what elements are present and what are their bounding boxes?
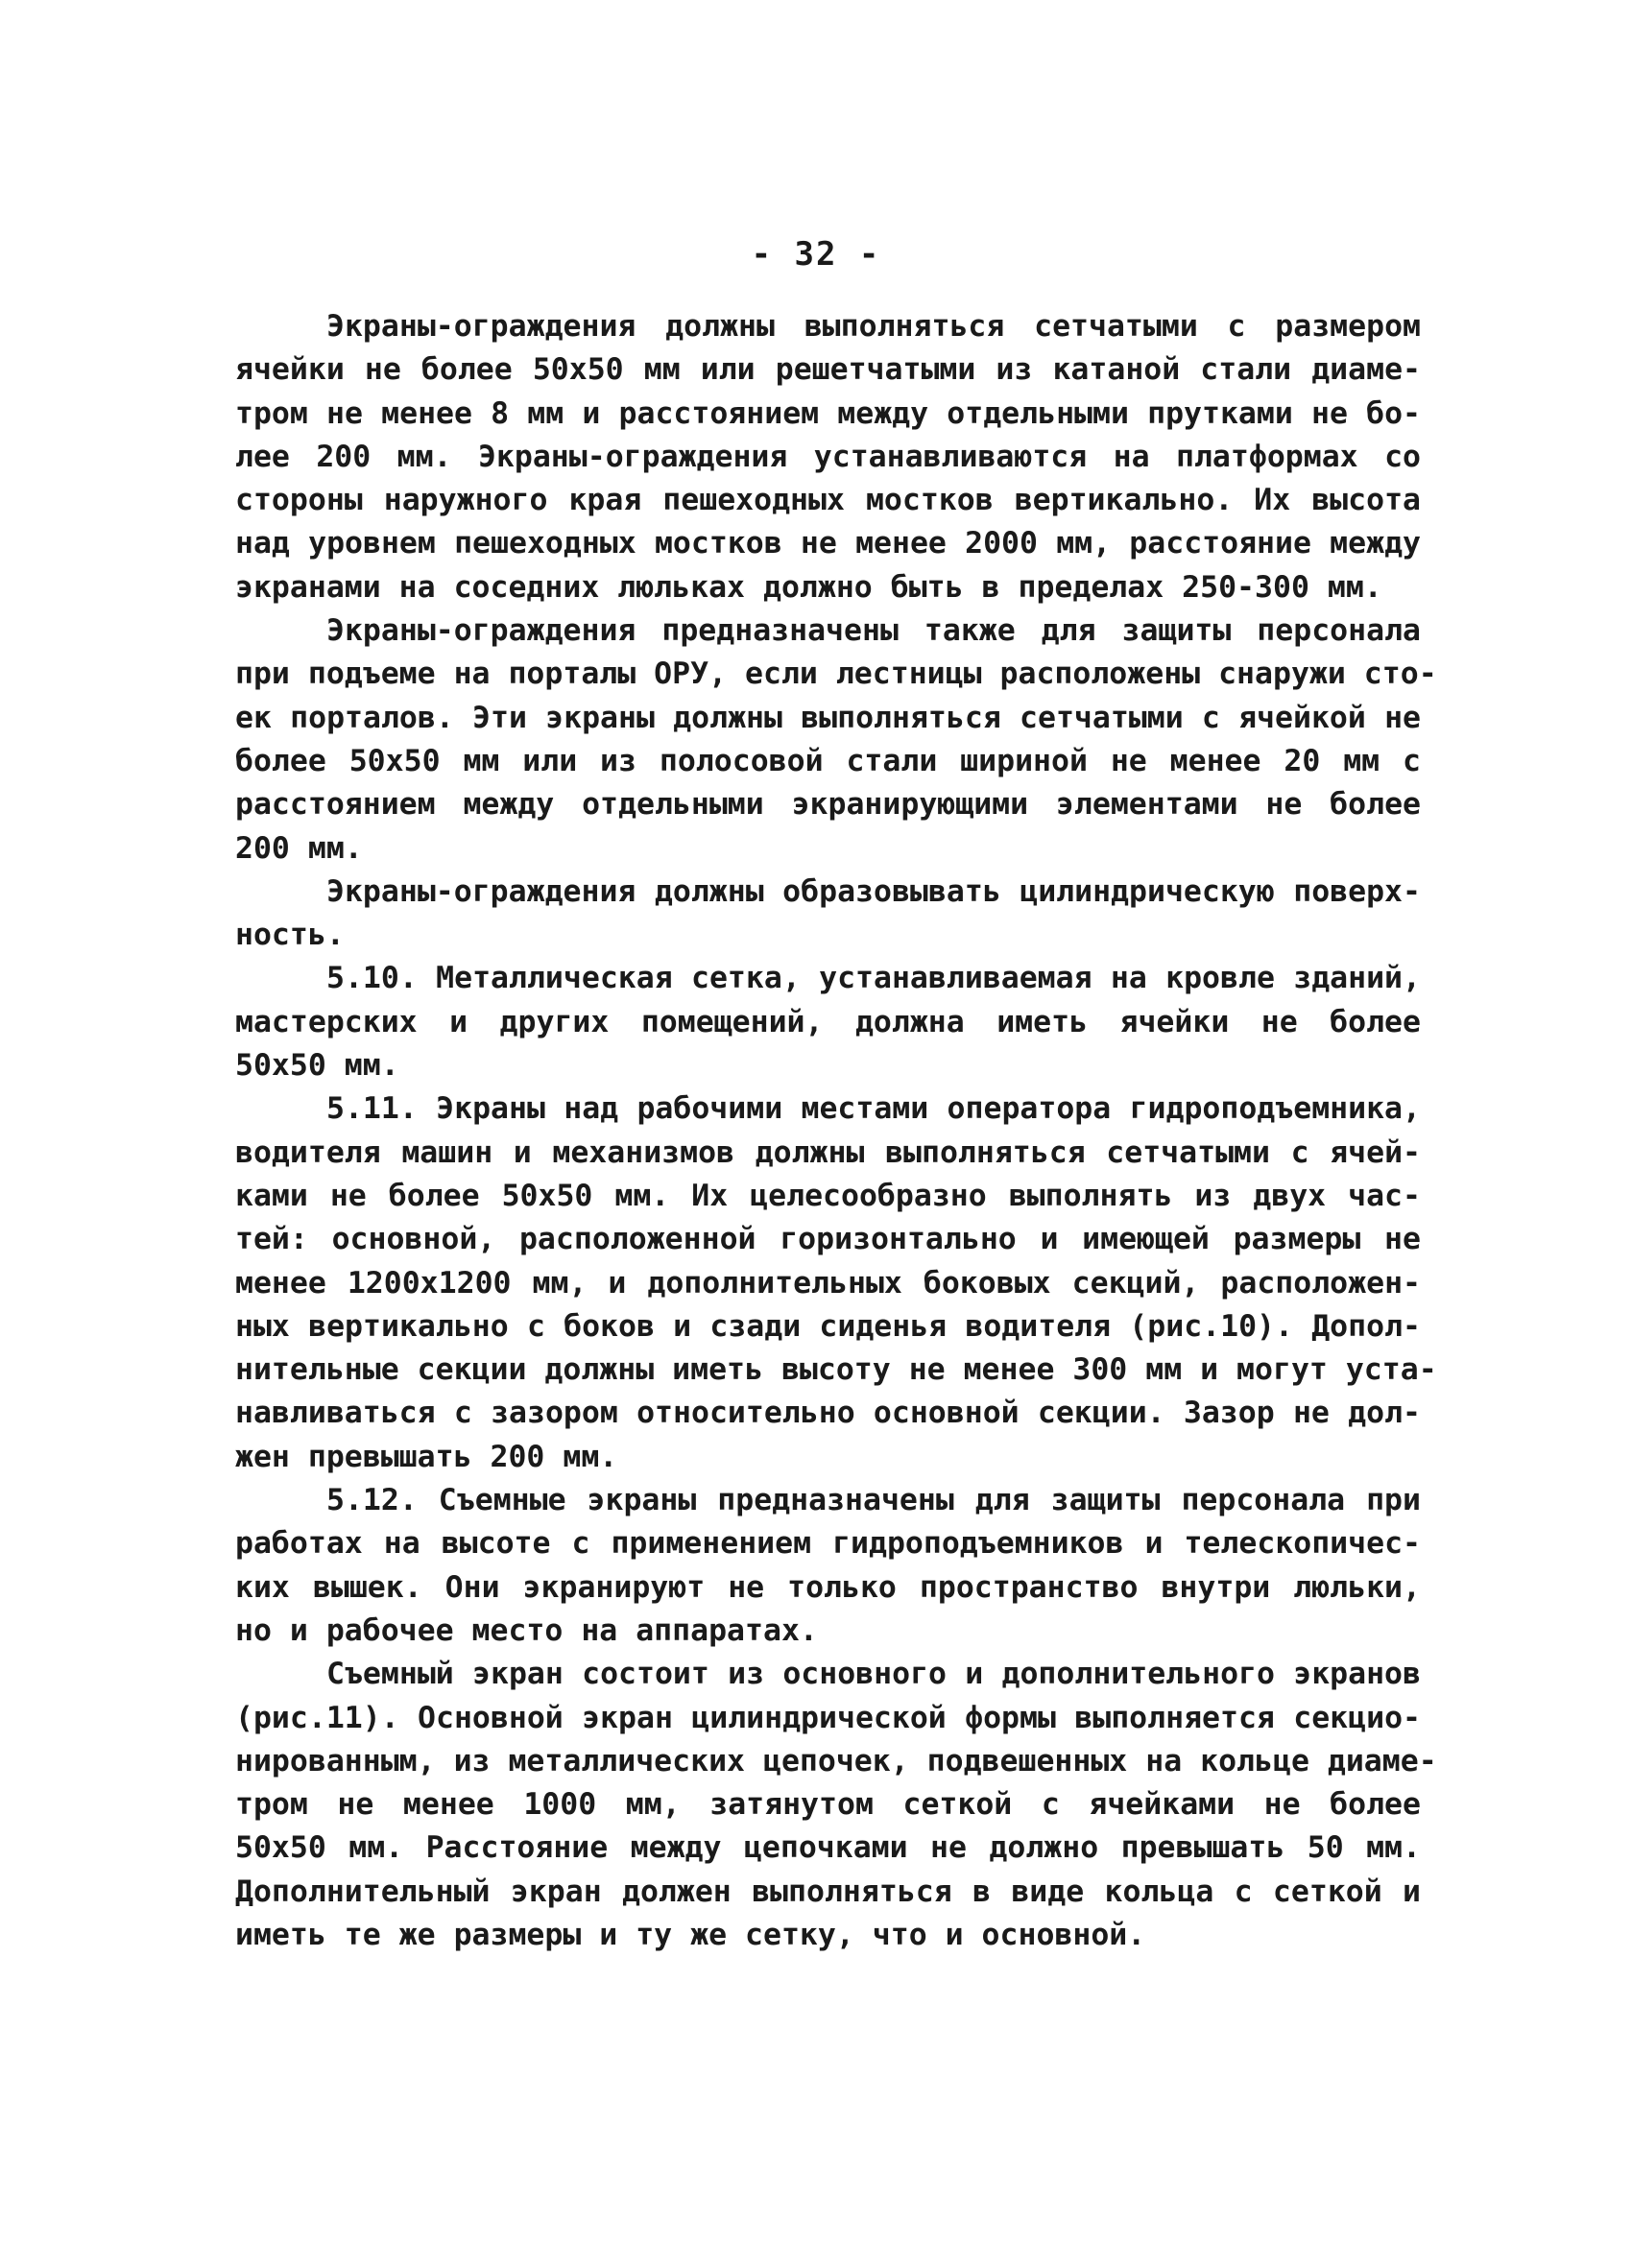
text-line: навливаться с зазором относительно основной секции. Зазор не дол- xyxy=(235,1396,1421,1431)
text-line: водителя машин и механизмов должны выполняться сетчатыми с ячей- xyxy=(235,1134,1421,1170)
text-line: мастерских и других помещений, должна иметь ячейки не более xyxy=(235,1004,1421,1039)
text-line: Экраны-ограждения предназначены также для защиты персонала xyxy=(326,613,1421,649)
text-line: ных вертикально с боков и сзади сиденья водителя (рис.10). Допол- xyxy=(235,1308,1421,1344)
text-line: 50х50 мм. xyxy=(235,1048,399,1084)
text-line: при подъеме на порталы ОРУ, если лестницы расположены снаружи сто- xyxy=(235,657,1437,692)
text-line: тром не менее 8 мм и расстоянием между отдельными прутками не бо- xyxy=(235,395,1421,431)
paragraph xyxy=(235,957,1421,1087)
page-number: - 32 - xyxy=(751,235,881,274)
paragraph xyxy=(235,1479,1421,1653)
text-line: ек порталов. Эти экраны должны выполняться сетчатыми с ячейкой не xyxy=(235,700,1421,735)
text-line: расстоянием между отдельными экранирующими элементами не более xyxy=(235,787,1421,823)
text-line: Экраны-ограждения должны образовывать цилиндрическую поверх- xyxy=(326,873,1421,909)
text-line: над уровнем пешеходных мостков не менее 2000 мм, расстояние между xyxy=(235,526,1421,561)
text-line: но и рабочее место на аппаратах. xyxy=(235,1612,818,1648)
text-line: 5.11. Экраны над рабочими местами оператора гидроподъемника, xyxy=(326,1091,1421,1127)
text-line: (рис.11). Основной экран цилиндрической формы выполняется секцио- xyxy=(235,1700,1421,1735)
text-line: стороны наружного края пешеходных мостков вертикально. Их высота xyxy=(235,483,1421,518)
text-line: нированным, из металлических цепочек, подвешенных на кольце диаме- xyxy=(235,1743,1437,1779)
text-line: ких вышек. Они экранируют не только пространство внутри люльки, xyxy=(235,1569,1421,1605)
text-line: Съемный экран состоит из основного и дополнительного экранов xyxy=(326,1657,1421,1692)
text-line: более 50х50 мм или из полосовой стали шириной не менее 20 мм с xyxy=(235,743,1421,778)
paragraph xyxy=(235,305,1421,609)
text-line: менее 1200х1200 мм, и дополнительных боковых секций, расположен- xyxy=(235,1265,1421,1301)
text-line: нительные секции должны иметь высоту не менее 300 мм и могут уста- xyxy=(235,1352,1437,1388)
text-line: 5.10. Металлическая сетка, устанавливаемая на кровле зданий, xyxy=(326,961,1421,996)
text-line: экранами на соседних люльках должно быть в пределах 250-300 мм. xyxy=(235,569,1382,605)
text-line: иметь те же размеры и ту же сетку, что и основной. xyxy=(235,1917,1146,1952)
paragraph xyxy=(235,1653,1437,1957)
text-line: тром не менее 1000 мм, затянутом сеткой с ячейками не более xyxy=(235,1787,1421,1823)
text-line: работах на высоте с применением гидроподъемников и телескопичес- xyxy=(235,1526,1421,1562)
text-line: ность. xyxy=(235,918,345,953)
text-line: тей: основной, расположенной горизонтально и имеющей размеры не xyxy=(235,1222,1421,1257)
text-line: Дополнительный экран должен выполняться в виде кольца с сеткой и xyxy=(235,1874,1421,1909)
body-text xyxy=(235,305,1437,1957)
text-line: 50х50 мм. Расстояние между цепочками не должно превышать 50 мм. xyxy=(235,1830,1421,1866)
paragraph xyxy=(235,609,1437,871)
paragraph xyxy=(235,871,1421,958)
text-line: 5.12. Съемные экраны предназначены для защиты персонала при xyxy=(326,1483,1421,1518)
text-line: лее 200 мм. Экраны-ограждения устанавливаются на платформах со xyxy=(235,439,1421,474)
text-line: 200 мм. xyxy=(235,830,363,866)
text-line: ячейки не более 50х50 мм или решетчатыми из катаной стали диаме- xyxy=(235,352,1421,388)
text-line: ками не более 50х50 мм. Их целесообразно выполнять из двух час- xyxy=(235,1178,1421,1213)
paragraph xyxy=(235,1087,1437,1479)
text-line: жен превышать 200 мм. xyxy=(235,1439,618,1474)
text-line: Экраны-ограждения должны выполняться сетчатыми с размером xyxy=(326,309,1421,344)
